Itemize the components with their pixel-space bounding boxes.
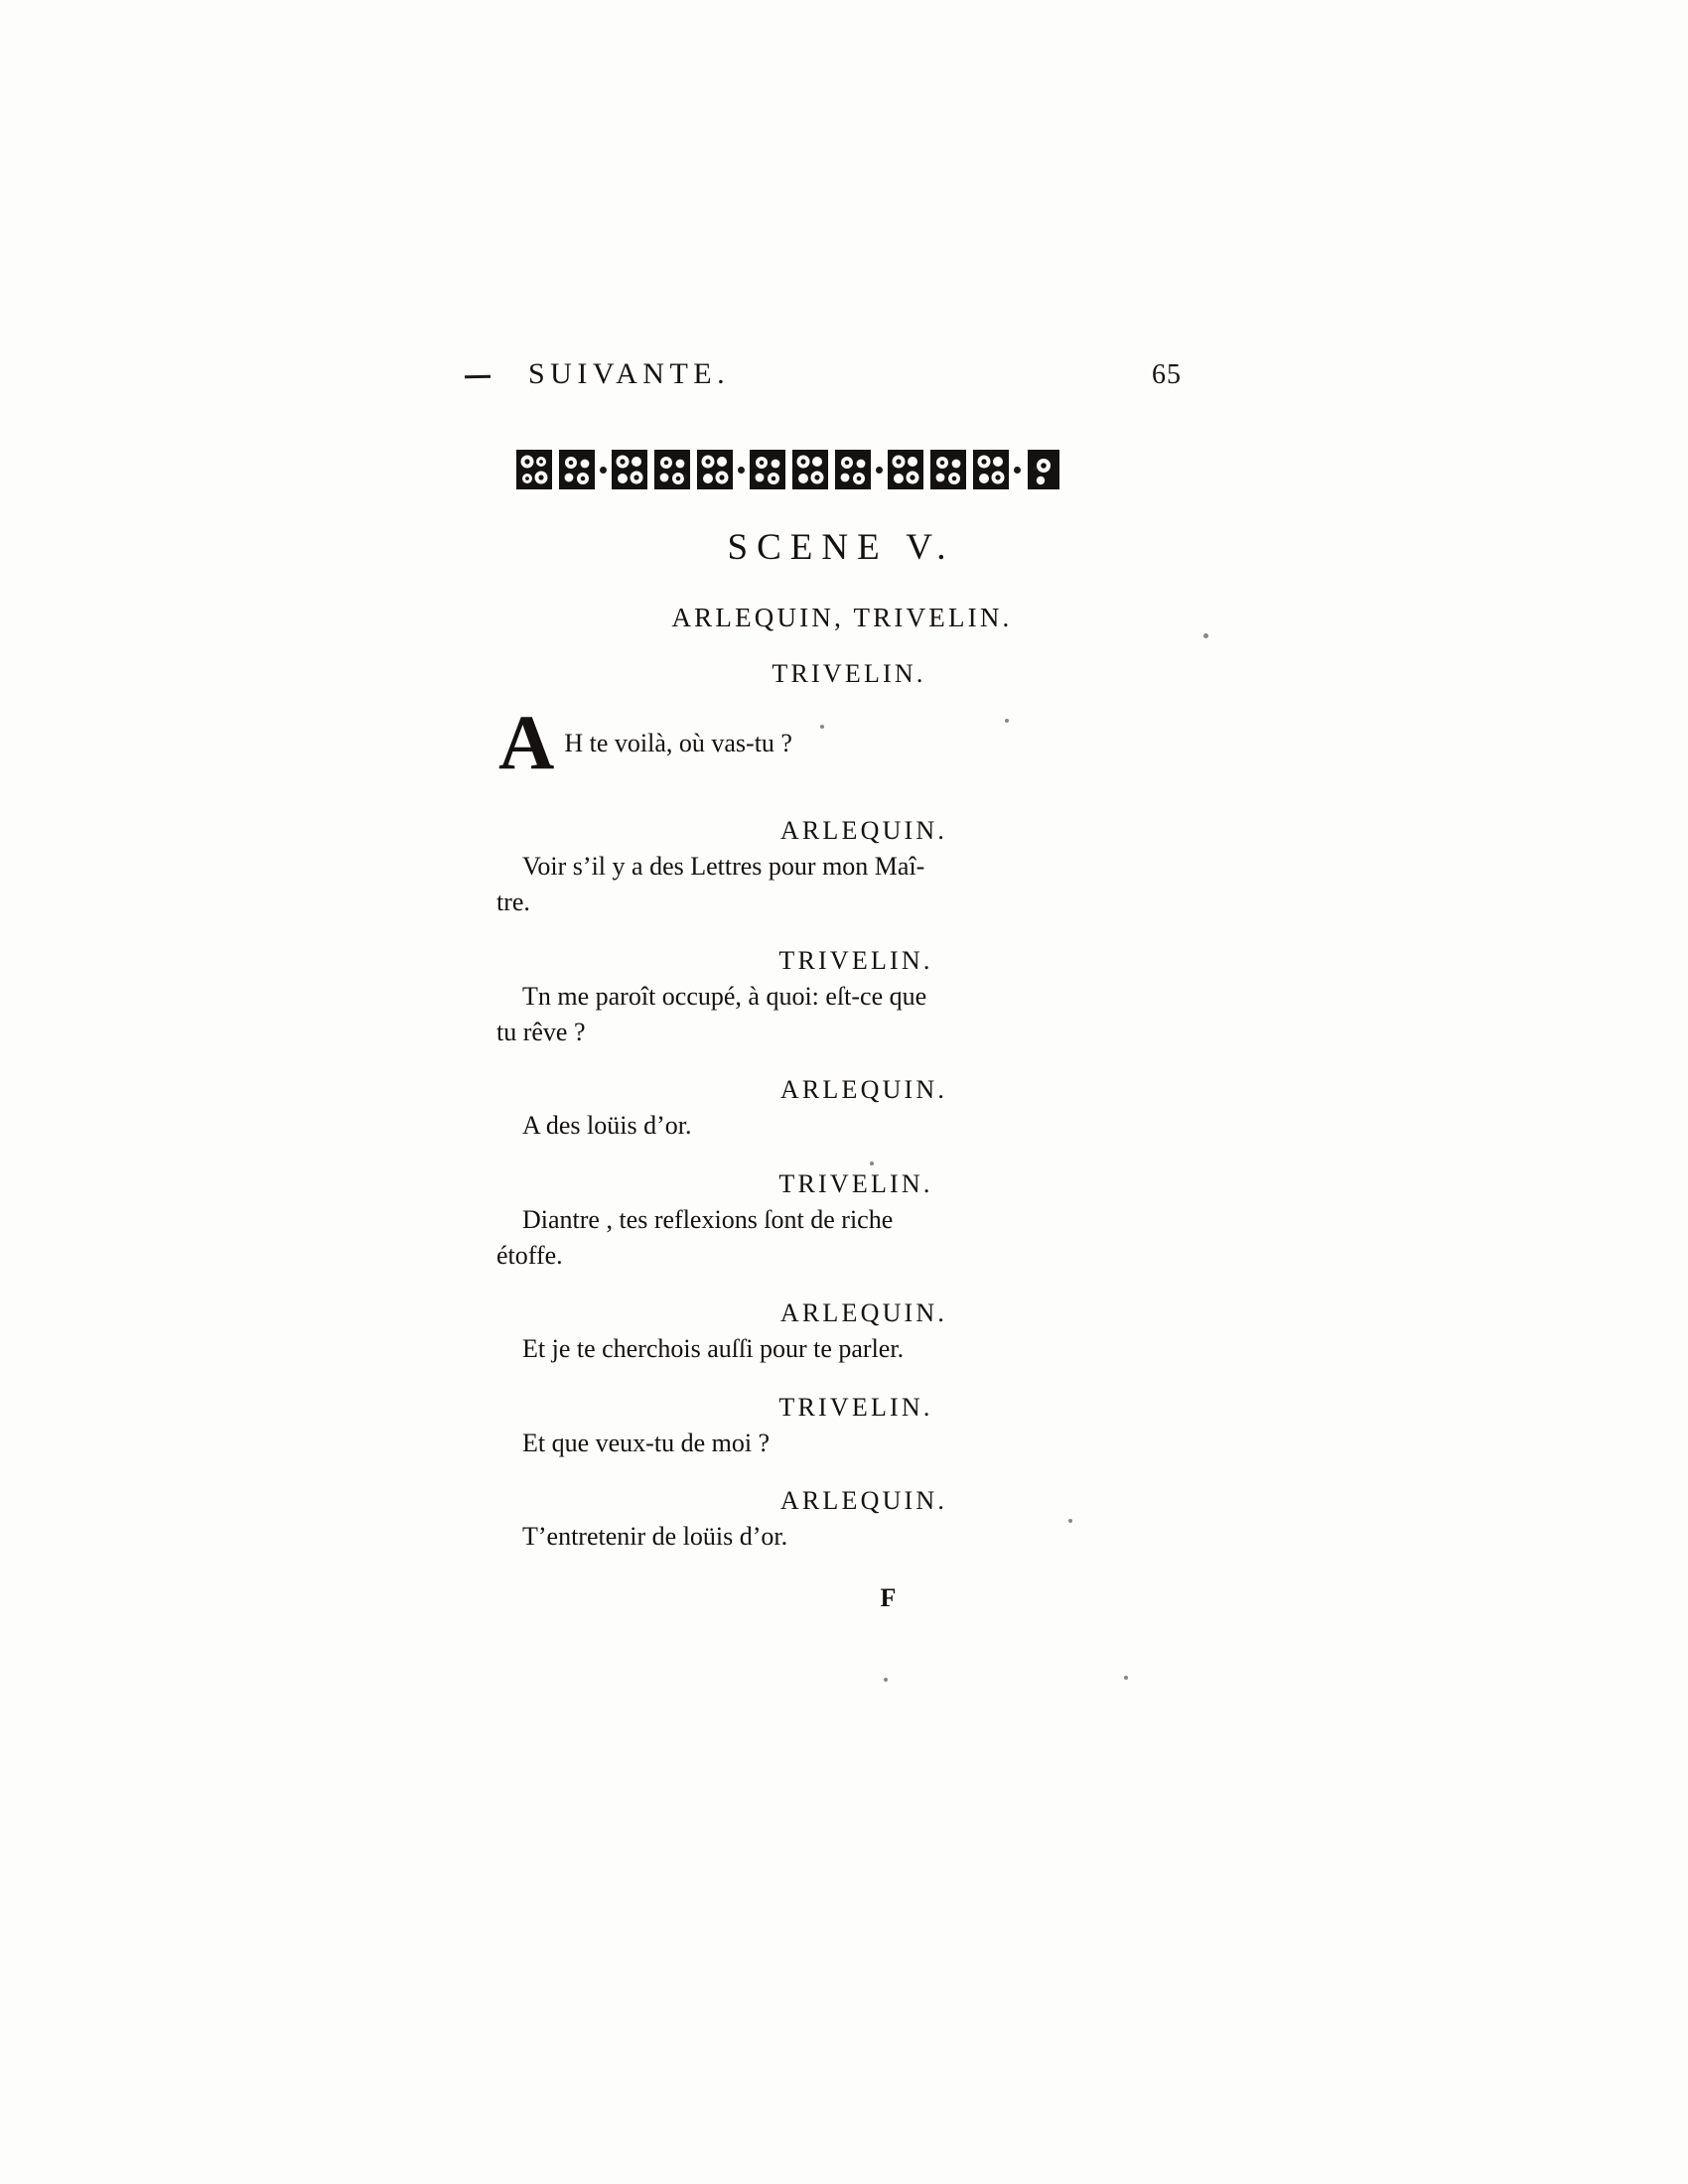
ornament-unit [971,444,1011,495]
ornament-unit [1024,444,1063,495]
drop-cap: A [498,699,555,785]
paper-speck [1124,1676,1128,1680]
running-head-title: SUIVANTE. [528,357,731,390]
speaker-name: TRIVELIN. [778,1392,933,1422]
ornament-unit [695,444,735,495]
ornament-dot [738,467,745,474]
ornament-dot [600,467,607,474]
running-head [496,357,1192,403]
speaker-name: TRIVELIN. [772,659,926,688]
paper-speck [820,725,824,729]
speaker-name: ARLEQUIN. [779,816,948,845]
scene-cast-list: ARLEQUIN, TRIVELIN. [671,603,1013,632]
paper-speck [870,1161,874,1165]
speech-line: étoffe. [496,1240,563,1270]
speech-line: Diantre , tes reflexions ſont de riche [522,1204,894,1234]
speech-line: T’entretenir de loüis d’or. [522,1521,788,1551]
speech-line: A des loüis d’or. [522,1111,692,1141]
speech-line: H te voilà, où vas-tu ? [564,729,792,757]
ornament-unit [557,444,597,495]
speech-line: tre. [496,887,530,917]
ornament-unit [790,444,830,495]
speaker-name: ARLEQUIN. [779,1485,948,1515]
ornament-unit [833,444,873,495]
paper-speck [840,467,844,471]
paper-speck [1033,467,1037,471]
ornament-unit [748,444,787,495]
ornament-unit [886,444,925,495]
speech-line: Et que veux-tu de moi ? [522,1428,771,1457]
speaker-name: ARLEQUIN. [779,1298,948,1328]
page-top-rule [465,375,491,378]
speaker-name: TRIVELIN. [778,945,933,975]
speech-line: Voir s’il y a des Lettres pour mon Maî- [522,852,925,881]
ornament-unit [928,444,968,495]
signature-mark: F [880,1583,898,1613]
ornament-unit [610,444,649,495]
page-number: 65 [1152,359,1182,390]
paper-speck [1005,719,1009,723]
speech-line: Tn me paroît occupé, à quoi: eſt-ce que [522,981,927,1011]
ornament-unit [514,444,554,495]
speech-line: Et je te cherchois auſſi pour te parler. [522,1334,905,1364]
paper-speck [1068,1519,1072,1523]
ornament-unit [652,444,692,495]
paper-speck [683,475,687,478]
speech-line: tu rêve ? [496,1017,586,1046]
speaker-name: TRIVELIN. [778,1168,933,1198]
ornament-dot [876,467,883,474]
paper-speck [1203,633,1208,638]
text-block [496,357,1192,1613]
scene-heading: SCENE V. [727,527,955,568]
ornament-dot [1014,467,1021,474]
speech-block [496,699,1192,790]
speaker-name: ARLEQUIN. [779,1075,948,1105]
paper-speck [884,1678,888,1682]
